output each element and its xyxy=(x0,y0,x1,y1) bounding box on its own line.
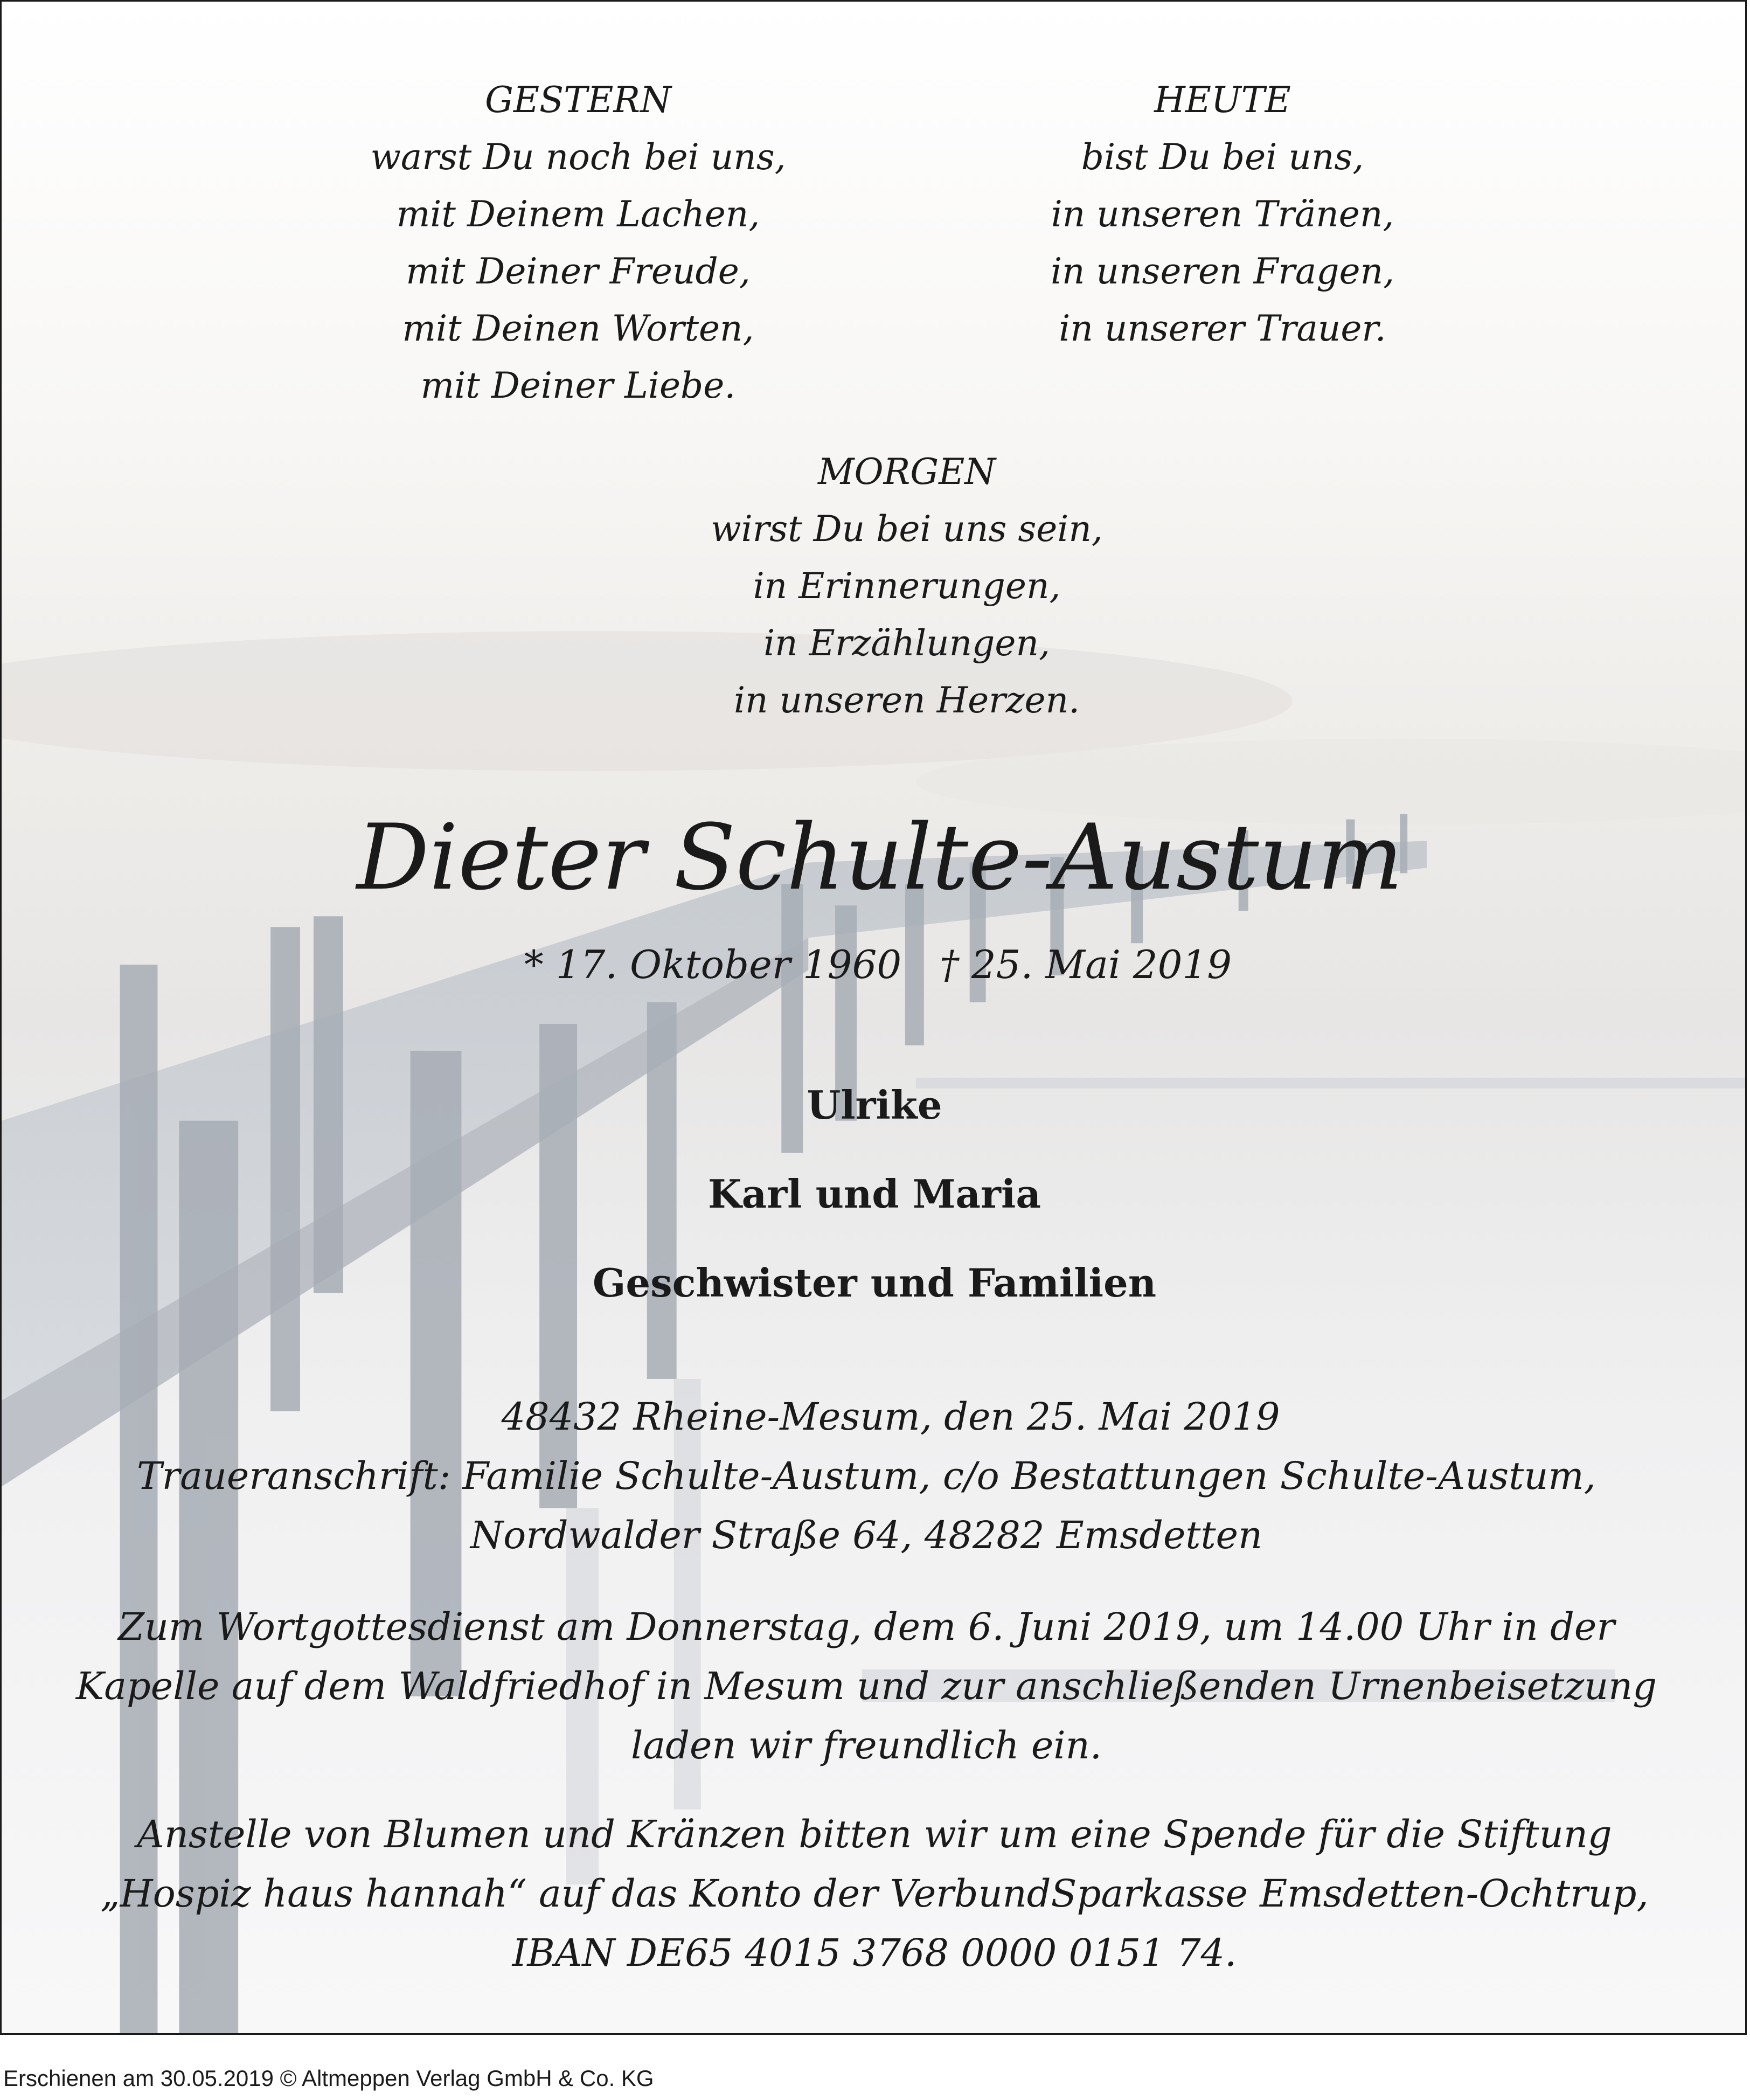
death-date: † 25. Mai 2019 xyxy=(939,942,1232,987)
poem-morgen-line: in unseren Herzen. xyxy=(733,680,1080,721)
donation-text: „Hospiz haus hannah“ auf das Konto der VerbundSparkasse Emsdetten-Ochtrup, xyxy=(100,1872,1649,1916)
poem-gestern-line: mit Deiner Freude, xyxy=(406,251,751,292)
donation-iban: IBAN DE65 4015 3768 0000 0151 74. xyxy=(512,1931,1237,1975)
place-and-date: 48432 Rheine-Mesum, den 25. Mai 2019 xyxy=(501,1395,1280,1439)
service-text: Kapelle auf dem Waldfriedhof in Mesum und zur anschließenden Urnenbeisetzung xyxy=(75,1664,1657,1708)
mourning-address-street: Nordwalder Straße 64, 48282 Emsdetten xyxy=(470,1513,1263,1557)
deceased-name: Dieter Schulte-Austum xyxy=(356,805,1404,910)
poem-heute-line: in unseren Tränen, xyxy=(1051,193,1394,235)
poem-morgen-line: in Erzählungen, xyxy=(763,622,1050,664)
mourner-name: Ulrike xyxy=(807,1082,942,1128)
poem-morgen-line: wirst Du bei uns sein, xyxy=(711,508,1103,550)
poem-heute-heading: HEUTE xyxy=(1154,79,1291,121)
poem-morgen-line: in Erinnerungen, xyxy=(753,565,1061,607)
poem-morgen-heading: MORGEN xyxy=(817,451,996,493)
poem-heute-line: in unseren Fragen, xyxy=(1050,251,1395,292)
poem-heute-line: in unserer Trauer. xyxy=(1059,308,1386,349)
donation-text: Anstelle von Blumen und Kränzen bitten wir um eine Spende für die Stiftung xyxy=(137,1812,1612,1856)
mourner-name: Karl und Maria xyxy=(708,1171,1041,1217)
poem-gestern-heading: GESTERN xyxy=(485,79,671,121)
poem-gestern-line: mit Deiner Liebe. xyxy=(420,365,736,406)
publication-footer: Erschienen am 30.05.2019 © Altmeppen Verlag GmbH & Co. KG xyxy=(3,2066,654,2091)
mourner-name: Geschwister und Familien xyxy=(592,1260,1157,1306)
mourning-address: Traueranschrift: Familie Schulte-Austum, c/o Bestattungen Schulte-Austum, xyxy=(136,1454,1596,1498)
birth-date: * 17. Oktober 1960 xyxy=(524,942,902,987)
poem-gestern-line: mit Deinen Worten, xyxy=(402,308,754,349)
service-text: Zum Wortgottesdienst am Donnerstag, dem 6. Juni 2019, um 14.00 Uhr in der xyxy=(118,1605,1615,1649)
poem-heute-line: bist Du bei uns, xyxy=(1081,136,1364,178)
poem-gestern-line: mit Deinem Lachen, xyxy=(396,193,760,235)
service-text: laden wir freundlich ein. xyxy=(631,1723,1102,1768)
poem-gestern-line: warst Du noch bei uns, xyxy=(370,136,786,178)
